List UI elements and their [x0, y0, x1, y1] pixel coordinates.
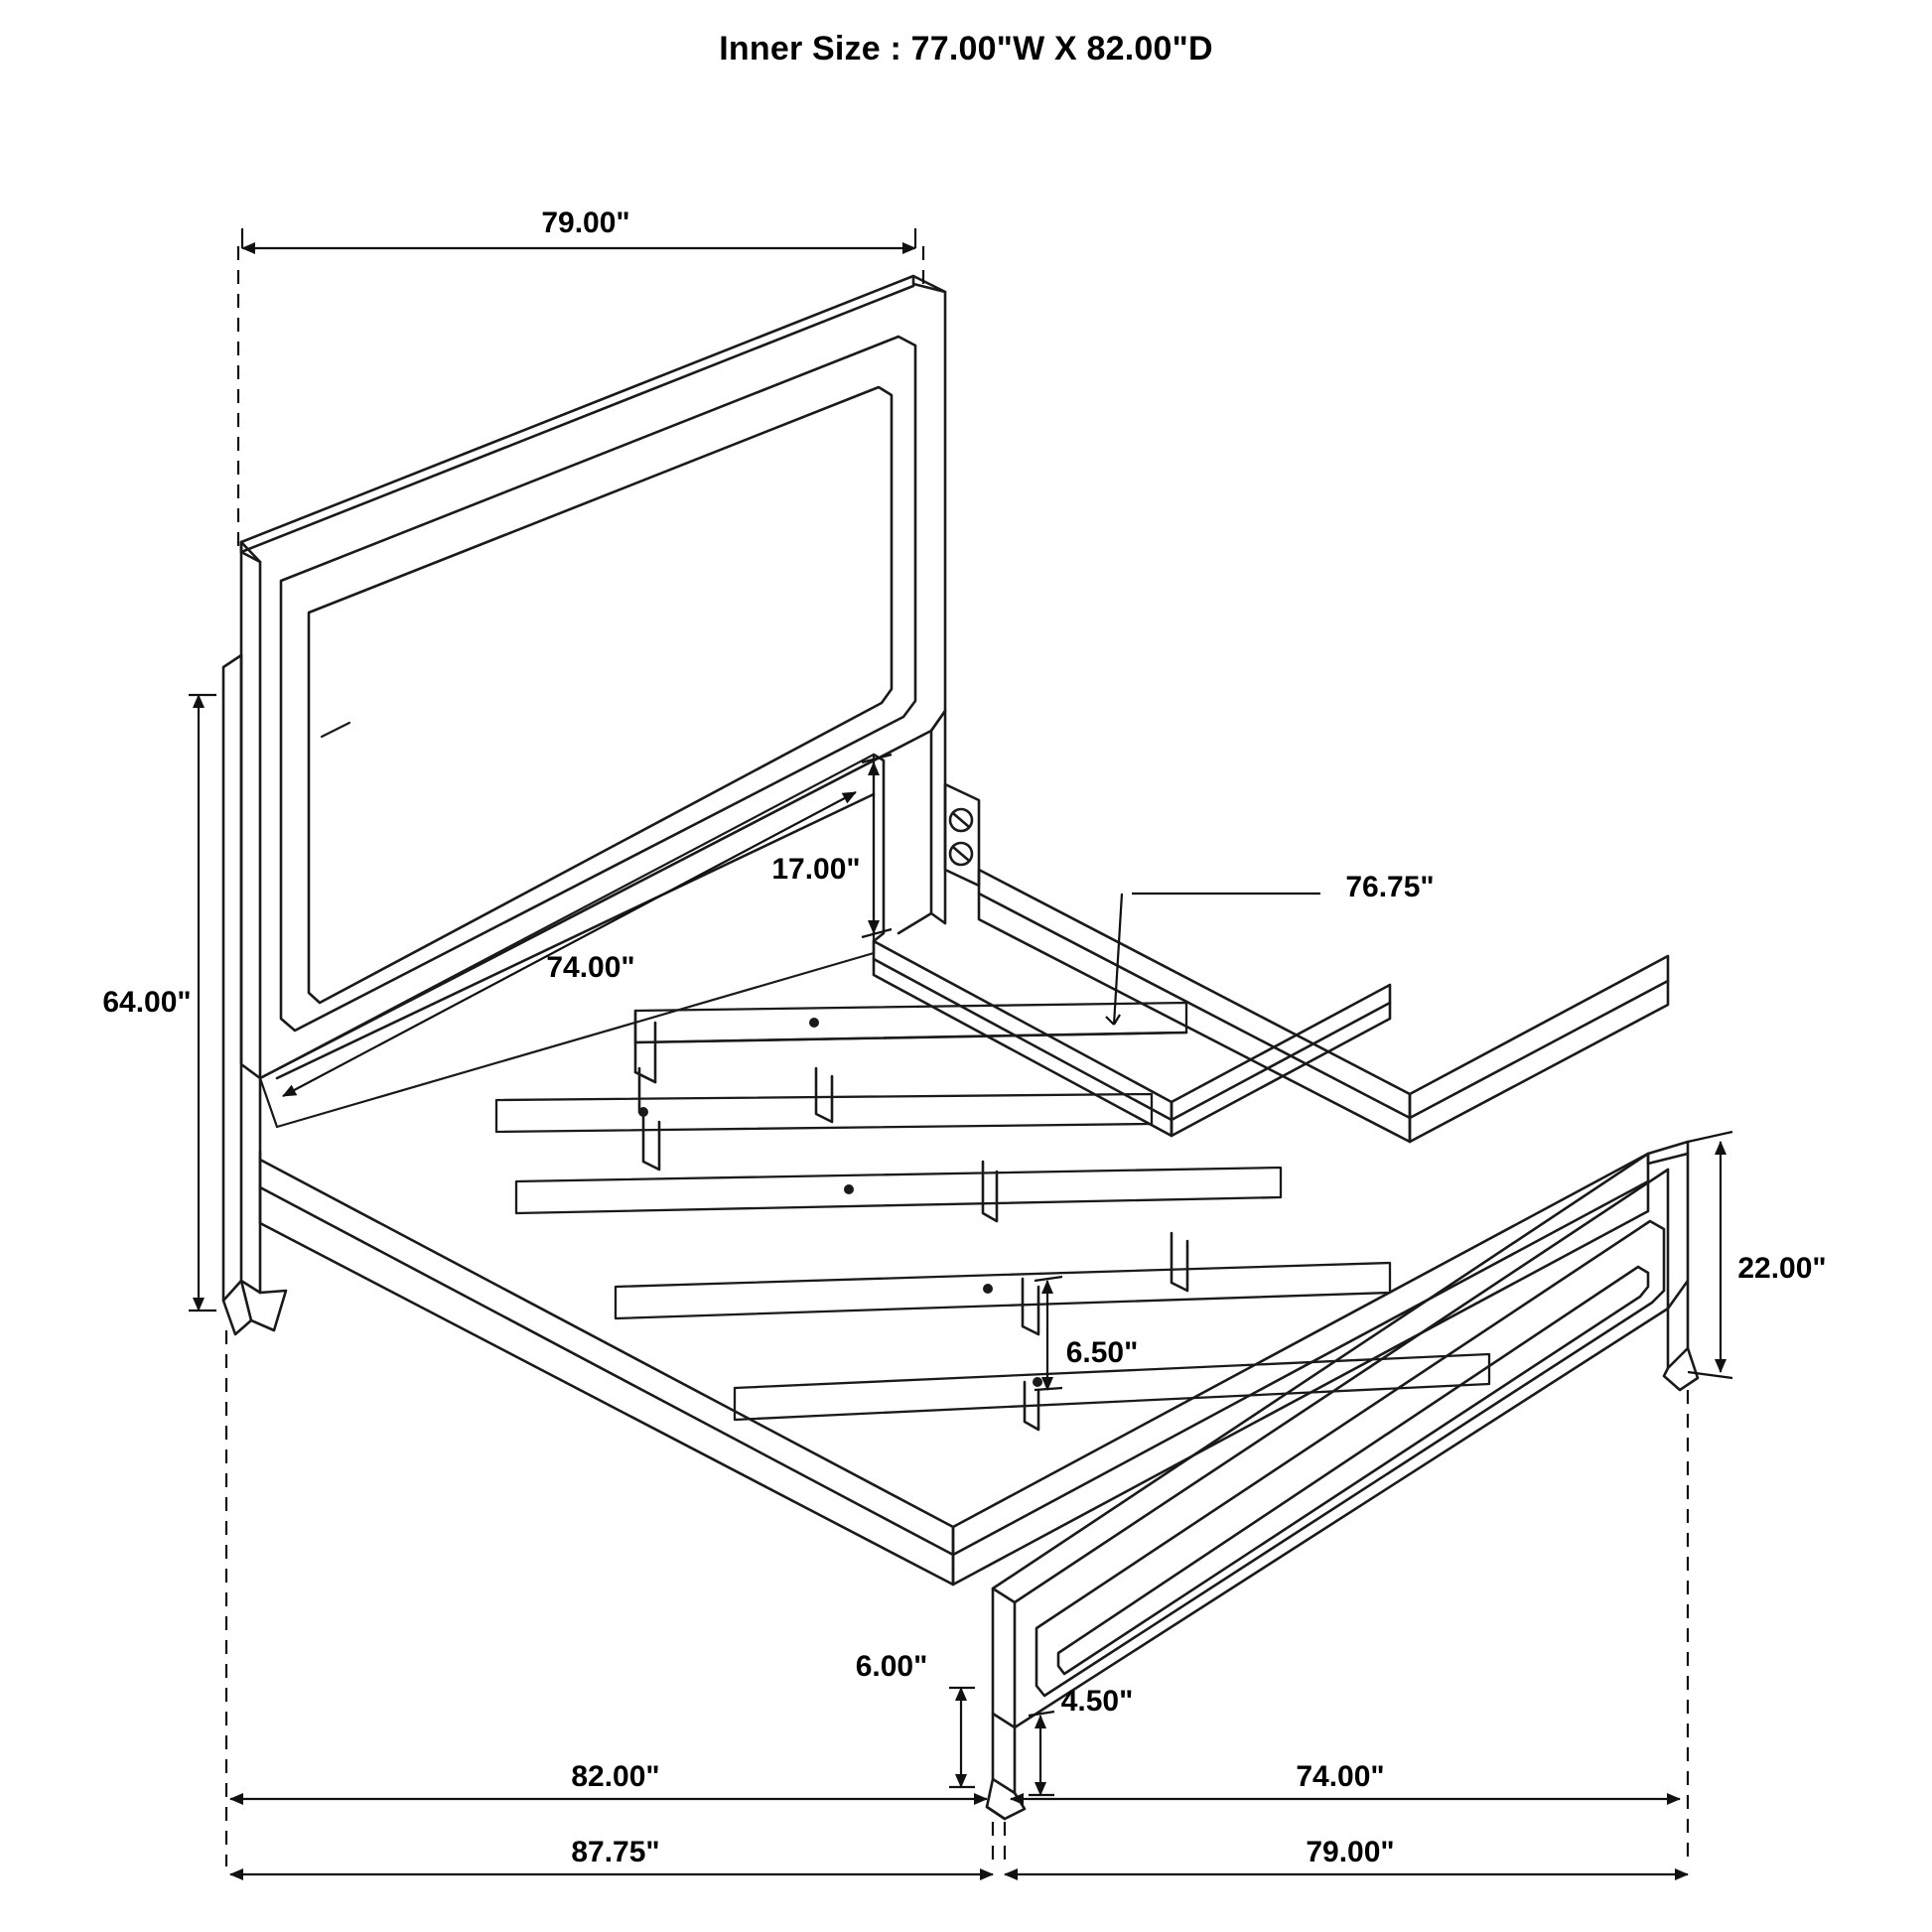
dimension-label-overall-depth: 82.00" — [571, 1760, 660, 1793]
dimension-label-rail-to-slat-height: 17.00" — [771, 853, 861, 886]
dimension-label-headboard-inner-width: 74.00" — [546, 951, 635, 984]
dimension-label-footboard-height: 22.00" — [1737, 1252, 1827, 1285]
dimension-label-foot-clearance: 4.50" — [1060, 1685, 1134, 1718]
page-title: Inner Size : 77.00"W X 82.00"D — [719, 30, 1213, 68]
dimension-label-overall-depth-outer: 87.75" — [571, 1836, 660, 1868]
dimension-label-slat-leg-height: 6.50" — [1065, 1336, 1139, 1369]
dimension-label-foot-leg-height: 6.00" — [855, 1650, 928, 1683]
dimension-label-headboard-height: 64.00" — [102, 986, 192, 1019]
dimension-label-footboard-width-outer: 79.00" — [1306, 1836, 1395, 1868]
dimension-label-headboard-width: 79.00" — [541, 207, 630, 239]
dimension-label-footboard-width: 74.00" — [1296, 1760, 1385, 1793]
dimension-label-slat-span: 76.75" — [1345, 871, 1435, 903]
